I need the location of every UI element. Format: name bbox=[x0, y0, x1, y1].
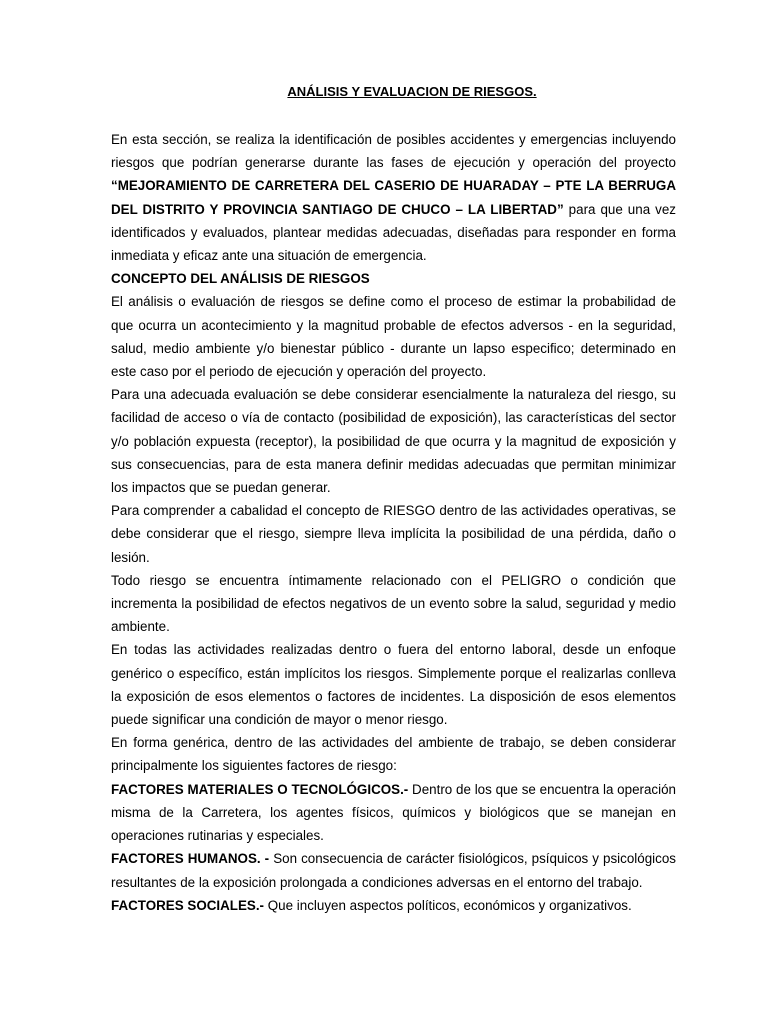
project-name: “MEJORAMIENTO DE CARRETERA DEL CASERIO DE HUARADAY – PTE LA BERRUGA DEL DISTRITO Y PROVINCIA SANTIAGO DE CHUCO – LA LIBERTAD” bbox=[111, 178, 676, 217]
intro-text-before: En esta sección, se realiza la identificación de posibles accidentes y emergencias incluyendo riesgos que podrían generarse durante las fases de ejecución y operación del proyecto bbox=[111, 132, 676, 171]
concept-heading: CONCEPTO DEL ANÁLISIS DE RIESGOS bbox=[111, 271, 370, 287]
paragraph-evaluation: Para una adecuada evaluación se debe considerar esencialmente la naturaleza del riesgo, su facilidad de acceso o vía de contacto (posibilidad de exposición), las características del sector y/o población expuesta (receptor), la posibilidad de que ocurra y la magnitud de exposición y sus consecuencias, para de esta manera definir medidas adecuadas que permitan minimizar los impactos que se puedan generar. bbox=[111, 387, 676, 496]
factor-material-label: FACTORES MATERIALES O TECNOLÓGICOS.- bbox=[111, 781, 409, 797]
factor-social-text: Que incluyen aspectos políticos, económicos y organizativos. bbox=[264, 897, 632, 913]
paragraph-factors-intro: En forma genérica, dentro de las actividades del ambiente de trabajo, se deben considerar principalmente los siguientes factores de riesgo: bbox=[111, 735, 676, 774]
factor-material bbox=[111, 778, 676, 848]
paragraph-danger: Todo riesgo se encuentra íntimamente relacionado con el PELIGRO o condición que incrementa la posibilidad de efectos negativos de un evento sobre la salud, seguridad y medio ambiente. bbox=[111, 572, 676, 635]
factor-social-label: FACTORES SOCIALES.- bbox=[111, 897, 265, 913]
paragraph-risk-concept: Para comprender a cabalidad el concepto de RIESGO dentro de las actividades operativas, se debe considerar que el riesgo, siempre lleva implícita la posibilidad de una pérdida, daño o lesión. bbox=[111, 503, 676, 565]
document-body bbox=[111, 128, 676, 917]
paragraph-definition: El análisis o evaluación de riesgos se define como el proceso de estimar la probabilidad de que ocurra un acontecimiento y la magnitud probable de efectos adversos - en la seguridad, salud, medio ambiente y/o bienestar público - durante un lapso especifico; determinado en este caso por el periodo de ejecución y operación del proyecto. bbox=[111, 294, 676, 380]
intro-paragraph bbox=[111, 128, 676, 267]
factor-human-text: Son consecuencia de carácter fisiológicos, psíquicos y psicológicos resultantes de la exposición prolongada a condiciones adversas en el entorno del trabajo. bbox=[111, 851, 676, 890]
factor-human-label: FACTORES HUMANOS. - bbox=[111, 851, 270, 867]
factor-material-text: Dentro de los que se encuentra la operación misma de la Carretera, los agentes físicos, químicos y biológicos que se manejan en operaciones rutinarias y especiales. bbox=[111, 781, 676, 844]
factor-social bbox=[111, 894, 676, 917]
intro-text-after: para que una vez identificados y evaluados, plantear medidas adecuadas, diseñadas para responder en forma inmediata y eficaz ante una situación de emergencia. bbox=[111, 201, 676, 264]
factor-human bbox=[111, 847, 676, 893]
paragraph-activities: En todas las actividades realizadas dentro o fuera del entorno laboral, desde un enfoque genérico o específico, están implícitos los riesgos. Simplemente porque el realizarlas conlleva la exposición de esos elementos o factores de incidentes. La disposición de esos elementos puede significar una condición de mayor o menor riesgo. bbox=[111, 642, 676, 728]
document-title: ANÁLISIS Y EVALUACION DE RIESGOS. bbox=[287, 84, 537, 99]
